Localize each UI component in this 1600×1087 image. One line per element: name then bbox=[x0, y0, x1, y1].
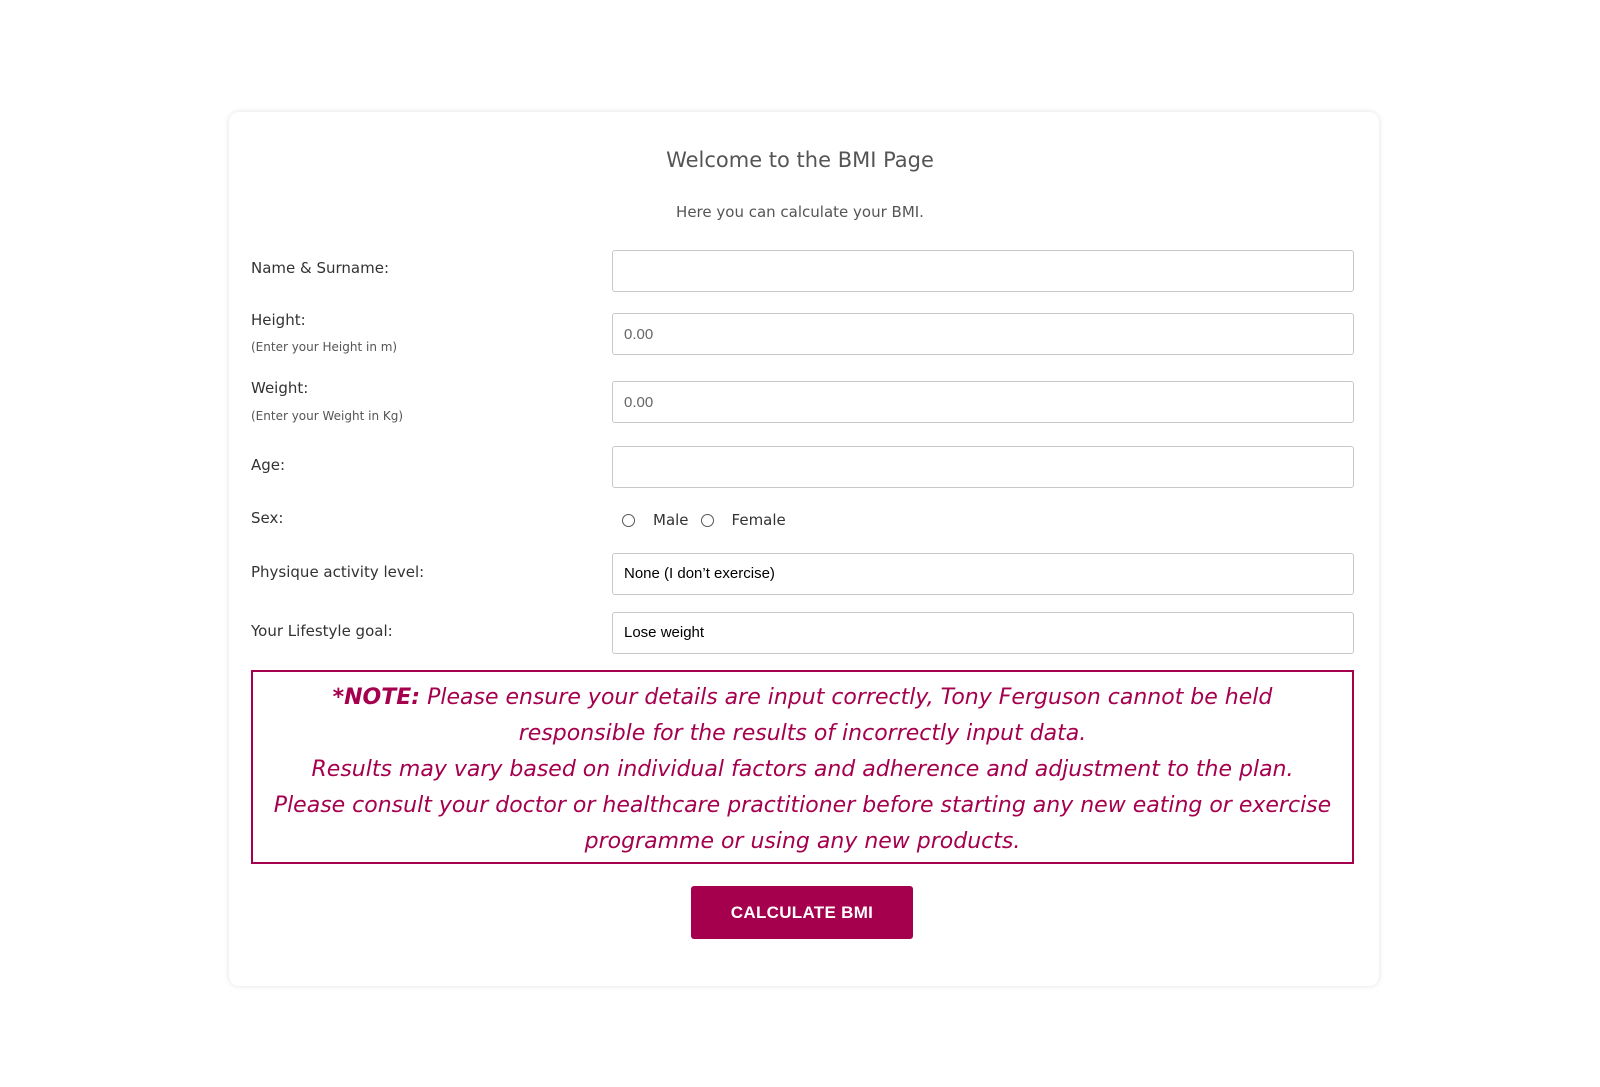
note-line-2: Results may vary based on individual factors and adherence and adjustment to the plan. bbox=[311, 757, 1294, 782]
note-line-1: Please ensure your details are input correctly, Tony Ferguson cannot be held responsible for the results of incorrectly input data. bbox=[420, 685, 1273, 746]
age-label: Age: bbox=[251, 456, 286, 474]
page-title: Welcome to the BMI Page bbox=[666, 148, 934, 172]
goal-select[interactable]: Lose weight bbox=[612, 612, 1354, 654]
weight-hint: (Enter your Weight in Kg) bbox=[251, 409, 404, 423]
age-input[interactable] bbox=[612, 446, 1354, 488]
weight-label: Weight: bbox=[251, 379, 309, 397]
page-subtitle: Here you can calculate your BMI. bbox=[676, 203, 924, 221]
note-line-3: Please consult your doctor or healthcare practitioner before starting any new eating or exercise programme or using any new products. bbox=[273, 793, 1332, 854]
name-label: Name & Surname: bbox=[251, 259, 390, 277]
goal-label: Your Lifestyle goal: bbox=[251, 622, 393, 640]
calculate-bmi-button[interactable]: CALCULATE BMI bbox=[691, 886, 913, 939]
weight-input[interactable] bbox=[612, 381, 1354, 423]
activity-label: Physique activity level: bbox=[251, 563, 425, 581]
male-radio[interactable] bbox=[622, 514, 635, 527]
sex-radio-group bbox=[622, 509, 798, 531]
female-radio-label[interactable]: Female bbox=[731, 511, 786, 529]
female-radio[interactable] bbox=[701, 514, 714, 527]
disclaimer-note bbox=[251, 670, 1354, 864]
height-input[interactable] bbox=[612, 313, 1354, 355]
activity-select[interactable]: None (I don’t exercise) bbox=[612, 553, 1354, 595]
height-hint: (Enter your Height in m) bbox=[251, 340, 398, 354]
height-label: Height: bbox=[251, 311, 306, 329]
name-input[interactable] bbox=[612, 250, 1354, 292]
sex-label: Sex: bbox=[251, 509, 284, 527]
note-prefix: *NOTE: bbox=[332, 685, 421, 710]
male-radio-label[interactable]: Male bbox=[653, 511, 689, 529]
